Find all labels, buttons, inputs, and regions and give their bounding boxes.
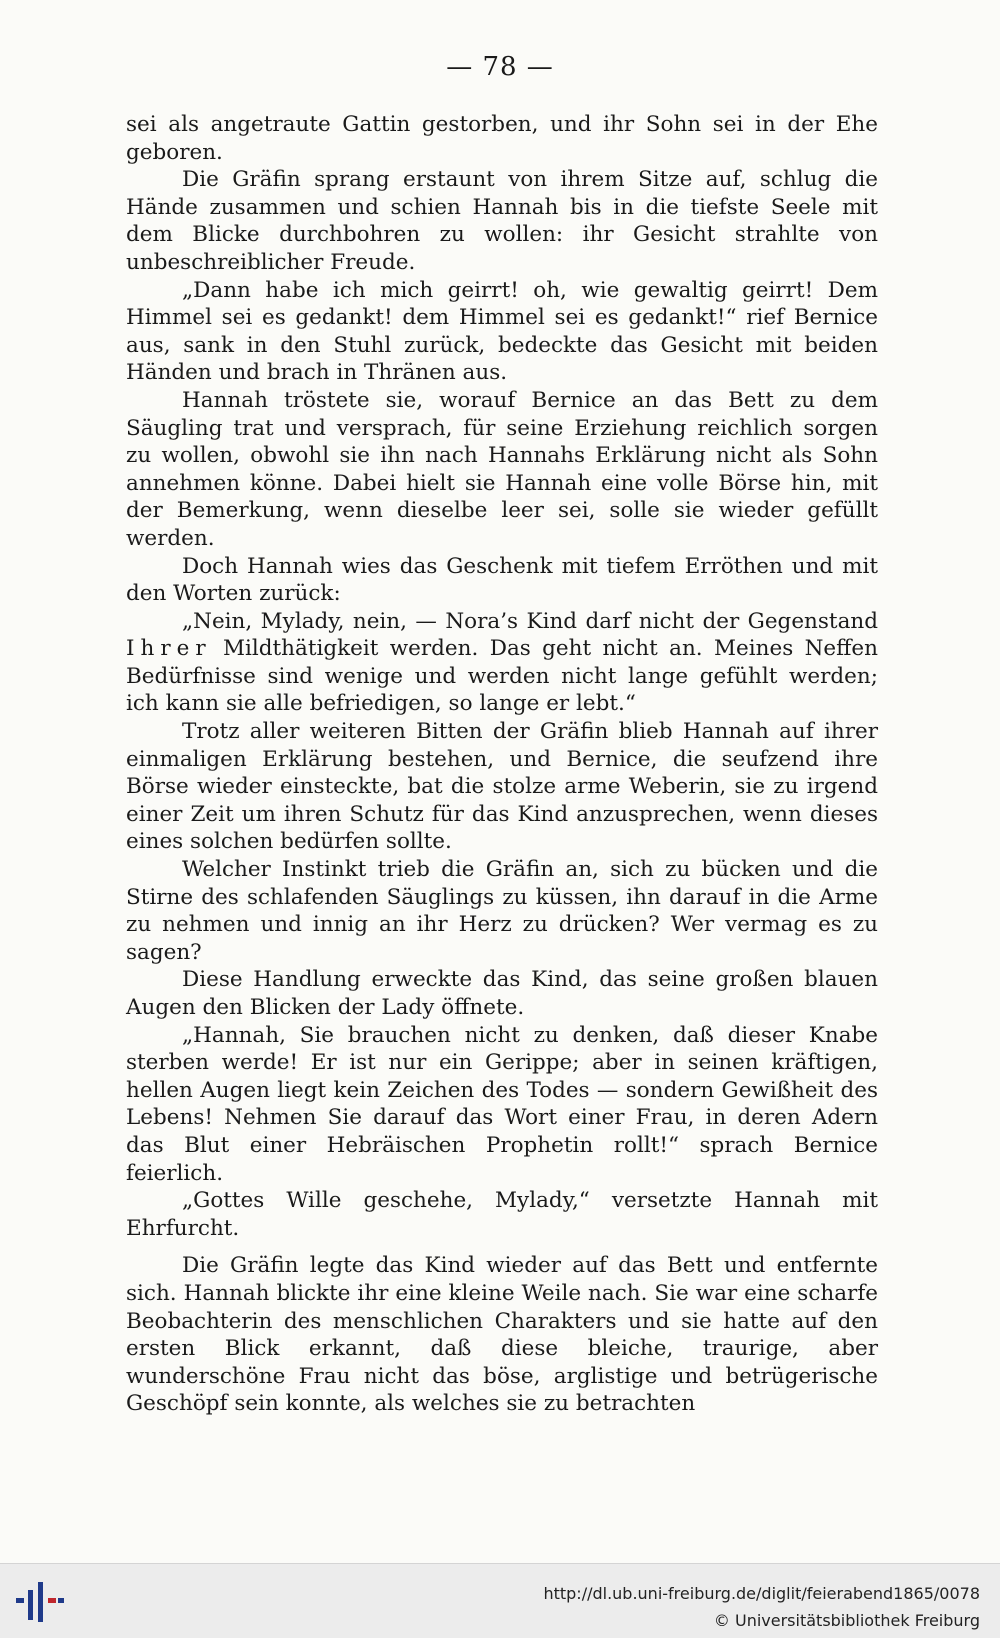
paragraph: Die Gräfin sprang erstaunt von ihrem Sitze auf, schlug die Hände zusammen und schien Hannah bis in die tiefste Seele mit dem Blicke durchbohren zu wollen: ihr Gesicht strahlte von unbeschreiblicher Freude. — [126, 167, 878, 275]
paragraph — [126, 608, 878, 718]
emphasized-word: Ihrer — [126, 636, 212, 662]
paragraph-gap — [126, 1242, 878, 1252]
body-text — [126, 111, 878, 1418]
footer-bar — [0, 1563, 1000, 1638]
paragraph: „Gottes Wille geschehe, Mylady,“ versetzte Hannah mit Ehrfurcht. — [126, 1188, 878, 1241]
copyright-text: © Universitätsbibliothek Freiburg — [713, 1611, 980, 1630]
source-url-link[interactable]: http://dl.ub.uni-freiburg.de/diglit/feierabend1865/0078 — [543, 1584, 980, 1603]
paragraph: Die Gräfin legte das Kind wieder auf das Bett und entfernte sich. Hannah blickte ihr eine kleine Weile nach. Sie war eine scharfe Beobachterin des menschlichen Charakters und sie hatte auf den ersten Blick erkannt, daß diese bleiche, traurige, aber wunderschöne Frau nicht das böse, arglistige und betrügerische Geschöpf sein konnte, als welches sie zu betrachten — [126, 1253, 878, 1417]
paragraph: Welcher Instinkt trieb die Gräfin an, sich zu bücken und die Stirne des schlafenden Säuglings zu küssen, ihn darauf in die Arme zu nehmen und innig an ihr Herz zu drücken? Wer vermag es zu sagen? — [126, 857, 878, 965]
paragraph: Trotz aller weiteren Bitten der Gräfin blieb Hannah auf ihrer einmaligen Erklärung bestehen, und Bernice, die seufzend ihre Börse wieder einsteckte, bat die stolze arme Weberin, sie zu irgend einer Zeit um ihren Schutz für das Kind anzusprechen, wenn dieses eines solchen bedürfen sollte. — [126, 719, 878, 855]
paragraph: „Dann habe ich mich geirrt! oh, wie gewaltig geirrt! Dem Himmel sei es gedankt! dem Himmel sei es gedankt!“ rief Bernice aus, sank in den Stuhl zurück, bedeckte das Gesicht mit beiden Händen und brach in Thränen aus. — [126, 277, 878, 386]
paragraph: Diese Handlung erweckte das Kind, das seine großen blauen Augen den Blicken der Lady öffnete. — [126, 967, 878, 1020]
paragraph: Hannah tröstete sie, worauf Bernice an das Bett zu dem Säugling trat und versprach, für seine Erziehung reichlich sorgen zu wollen, obwohl sie ihn nach Hannahs Erklärung nicht als Sohn annehmen könne. Dabei hielt sie Hannah eine volle Börse hin, mit der Bemerkung, wenn dieselbe leer sei, solle sie wieder gefüllt werden. — [126, 387, 878, 551]
paragraph: sei als angetraute Gattin gestorben, und ihr Sohn sei in der Ehe geboren. — [126, 112, 878, 165]
paragraph-part: Mildthätigkeit werden. Das geht nicht an. Meines Neffen Bedürfnisse sind wenige und werden nicht lange gefühlt werden; ich kann sie alle befriedigen, so lange er lebt.“ — [126, 636, 878, 717]
page-number: — 78 — — [446, 52, 554, 82]
library-logo-icon — [14, 1576, 66, 1628]
paragraph-part: „Nein, Mylady, nein, — Nora’s Kind darf nicht der Gegenstand — [182, 608, 878, 634]
paragraph: „Hannah, Sie brauchen nicht zu denken, daß dieser Knabe sterben werde! Er ist nur ein Gerippe; aber in seinen kräftigen, hellen Augen liegt kein Zeichen des Todes — sondern Gewißheit des Lebens! Nehmen Sie darauf das Wort einer Frau, in deren Adern das Blut einer Hebräischen Prophetin rollt!“ sprach Bernice feierlich. — [126, 1022, 878, 1186]
paragraph: Doch Hannah wies das Geschenk mit tiefem Erröthen und mit den Worten zurück: — [126, 553, 878, 607]
